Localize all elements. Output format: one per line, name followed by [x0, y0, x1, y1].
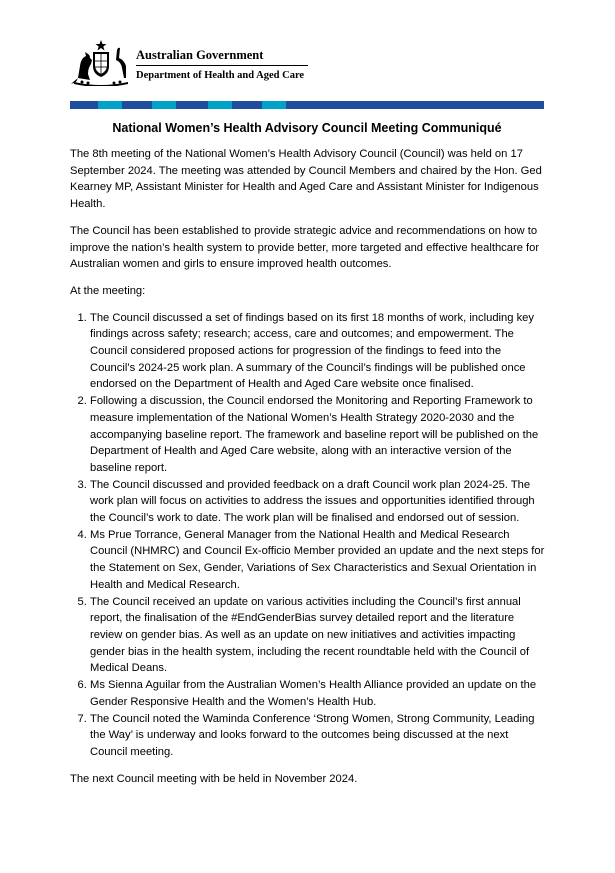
band-segment [152, 101, 176, 109]
header-divider [136, 65, 308, 66]
band-segment [208, 101, 232, 109]
meeting-outcomes-list [70, 310, 546, 761]
list-item: 2. Following a discussion, the Council endorsed the Monitoring and Reporting Framework to measure implementation of the National Women’s Health Strategy 2020-2030 and the accompanying baseline report. The framework and baseline report will be published on the Department of Health and Aged Care website, along with an interactive version of the baseline report. [90, 393, 546, 477]
list-item: 6. Ms Sienna Aguilar from the Australian Women’s Health Alliance provided an update on the Gender Responsive Health and the Women’s Health Hub. [90, 677, 546, 710]
page-title: National Women’s Health Advisory Council Meeting Communiqué [112, 121, 502, 135]
letterhead [70, 38, 370, 88]
band-segment [98, 101, 122, 109]
list-lead-in: At the meeting: [70, 284, 146, 297]
band-segment [232, 101, 262, 109]
list-item: 7. The Council noted the Waminda Conference ‘Strong Women, Strong Community, Leading the Way’ is underway and looks forward to the outcomes being discussed at the next Council meeting. [90, 711, 546, 761]
intro-paragraph: The 8th meeting of the National Women’s Health Advisory Council (Council) was held on 17 September 2024. The meeting was attended by Council Members and chaired by the Hon. Ged Kearney MP, Assistant Minister for Health and Aged Care and Assistant Minister for Indigenous Health. [70, 148, 542, 211]
band-segment [262, 101, 286, 109]
band-segment [122, 101, 152, 109]
government-name: Australian Government [136, 48, 264, 62]
list-item: 1. The Council discussed a set of findings based on its first 18 months of work, including key findings across safety; research; access, care and outcomes; and empowerment. The Council considered proposed actions for progression of the findings to feed into the Council’s 2024-25 work plan. A summary of the Council’s findings will be published once endorsed on the Department of Health and Aged Care website once finalised. [90, 310, 546, 394]
purpose-paragraph: The Council has been established to provide strategic advice and recommendations on how to improve the nation’s health system to provide better, more targeted and effective healthcare for Australian women and girls to ensure improved health outcomes. [70, 224, 540, 271]
band-segment [70, 101, 98, 109]
list-item: 5. The Council received an update on various activities including the Council’s first annual report, the finalisation of the #EndGenderBias survey detailed report and the literature review on gender bias. As well as an update on new initiatives and activities impacting gender bias in the health system, including the recent roundtable held with the Council of Medical Deans. [90, 594, 546, 678]
commonwealth-coat-of-arms-icon [70, 38, 132, 86]
list-item: 3. The Council discussed and provided feedback on a draft Council work plan 2024-25. The work plan will focus on activities to address the issues and opportunities identified through the Council’s work to date. The work plan will be finalised and endorsed out of session. [90, 477, 546, 527]
brand-color-band [70, 101, 544, 109]
department-name: Department of Health and Aged Care [136, 70, 305, 81]
closing-paragraph: The next Council meeting with be held in November 2024. [70, 772, 358, 785]
band-segment [176, 101, 208, 109]
list-item: 4. Ms Prue Torrance, General Manager from the National Health and Medical Research Council (NHMRC) and Council Ex-officio Member provided an update and the next steps for the Statement on Sex, Gender, Variations of Sex Characteristics and Sexual Orientation in Health and Medical Research. [90, 527, 546, 594]
band-segment [286, 101, 544, 109]
communique-body [70, 146, 546, 797]
